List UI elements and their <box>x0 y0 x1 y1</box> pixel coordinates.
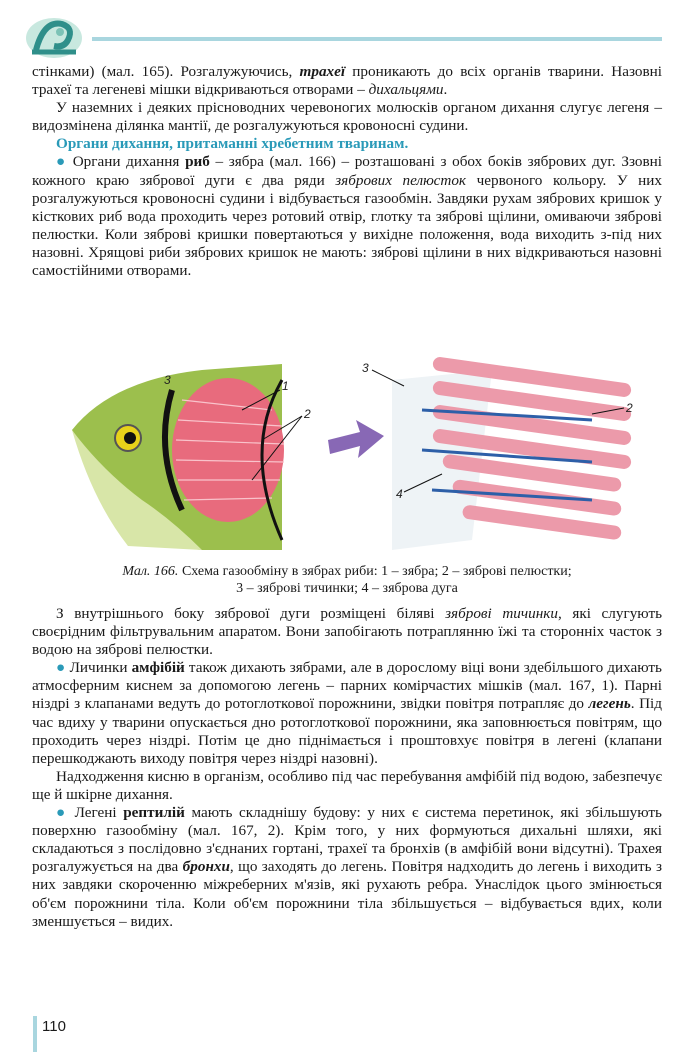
paragraph-1: стінками) (мал. 165). Розгалужуючись, трахеї проникають до всіх органів тварини. Назовні трахеї та легеневі мішки відкриваються отворами – дихальцями. <box>32 63 663 99</box>
figure-label-3-left: 3 <box>164 373 171 387</box>
figure-label-2-right: 2 <box>626 401 633 415</box>
snail-icon <box>24 10 88 60</box>
paragraph-4: З внутрішнього боку зябрової дуги розміщені біляві зяброві тичинки, які слугують своєрідним фільтрувальним апаратом. Вони запобігають потраплянню їжі та сторонніх часток з водою на зяброві пелюстки. <box>32 605 663 659</box>
bullet-icon: ● <box>56 804 68 822</box>
figure-label-4: 4 <box>396 487 403 501</box>
section-title: Органи дихання, притаманні хребетним тваринам. <box>56 135 409 153</box>
paragraph-6: Надходження кисню в організм, особливо під час перебування амфібій під водою, забезпечує ще й шкірне дихання. <box>32 767 662 803</box>
page-number: 110 <box>42 1018 66 1035</box>
paragraph-7: ● Легені рептилій мають складнішу будову: у них є система перетинок, які збільшують поверхню газообміну (мал. 167, 2). Крім того, у них формуються дихальні шляхи, які складаються з послідовно з'єднаних гортані, трахеї та бронхів (в амфібій вони відсутні). Трахея розгалужується на два бронхи, що заходять до легень. Повітря надходить до легень і виходить з них завдяки скороченню міжреберних м'язів, які рухають ребра. Унаслідок цього змінюється об'єм порожнини тіла. Коли об'єм порожнини тіла збільшується – відбувається вдих, коли зменшується – видих. <box>32 804 662 930</box>
bullet-icon: ● <box>56 153 68 171</box>
bottom-text <box>32 605 662 931</box>
header-rule <box>92 37 662 41</box>
paragraph-2: У наземних і деяких прісноводних черевоногих молюсків органом дихання слугує легеня – видозмінена ділянка мантії, де розгалужуються кровоносні судини. <box>32 99 662 135</box>
fish-gill-figure <box>32 350 662 560</box>
arrow-icon <box>328 420 384 458</box>
figure-label-2-left: 2 <box>304 407 311 421</box>
figure-caption: Мал. 166. Схема газообміну в зябрах риби: 1 – зябра; 2 – зяброві пелюстки; 3 – зяброві тичинки; 4 – зяброва дуга <box>122 564 572 596</box>
top-text <box>32 63 662 280</box>
figure-label-3-right: 3 <box>362 361 369 375</box>
gill-detail-illustration <box>392 356 632 550</box>
bullet-icon: ● <box>56 659 66 677</box>
paragraph-5: ● Личинки амфібій також дихають зябрами, але в дорослому віці вони здебільшого дихають атмосферним киснем за допомогою легень – парних комірчастих мішків (мал. 167, 1). Парні ніздрі з клапанами ведуть до ротоглоткової порожнини, звідки повітря потрапляє до легень. Під час вдиху у тварини опускається дно ротоглоткової порожнини, яка заповнюється повітрям, що проходить через ніздрі. Потім це дно піднімається і проштовхує повітря в легені (клапани перешкоджають виходу повітря через ніздрі назовні). <box>32 659 662 767</box>
page-number-bar <box>33 1016 37 1052</box>
paragraph-3: ● Органи дихання риб – зябра (мал. 166) – розташовані з обох боків зябрових дуг. Ззовні кожного краю зябрової дуги є два ряди зябрових пелюсток червоного кольору. У них розгалужуються кровоносні судини і відбувається газообмін. Завдяки рухам зябрових кришок у кісткових риб вода проходить через ротовий отвір, глотку та зяброві щілини, омиваючи зяброві пелюстки. Коли зяброві кришки повертаються у вихідне положення, вода виходить з-під них назовні. Хрящові риби зябрових кришок не мають: зяброві щілини в них відкриваються назовні самостійними отворами. <box>32 153 663 280</box>
figure-label-1: 1 <box>282 379 289 393</box>
fish-head-illustration <box>72 364 284 550</box>
